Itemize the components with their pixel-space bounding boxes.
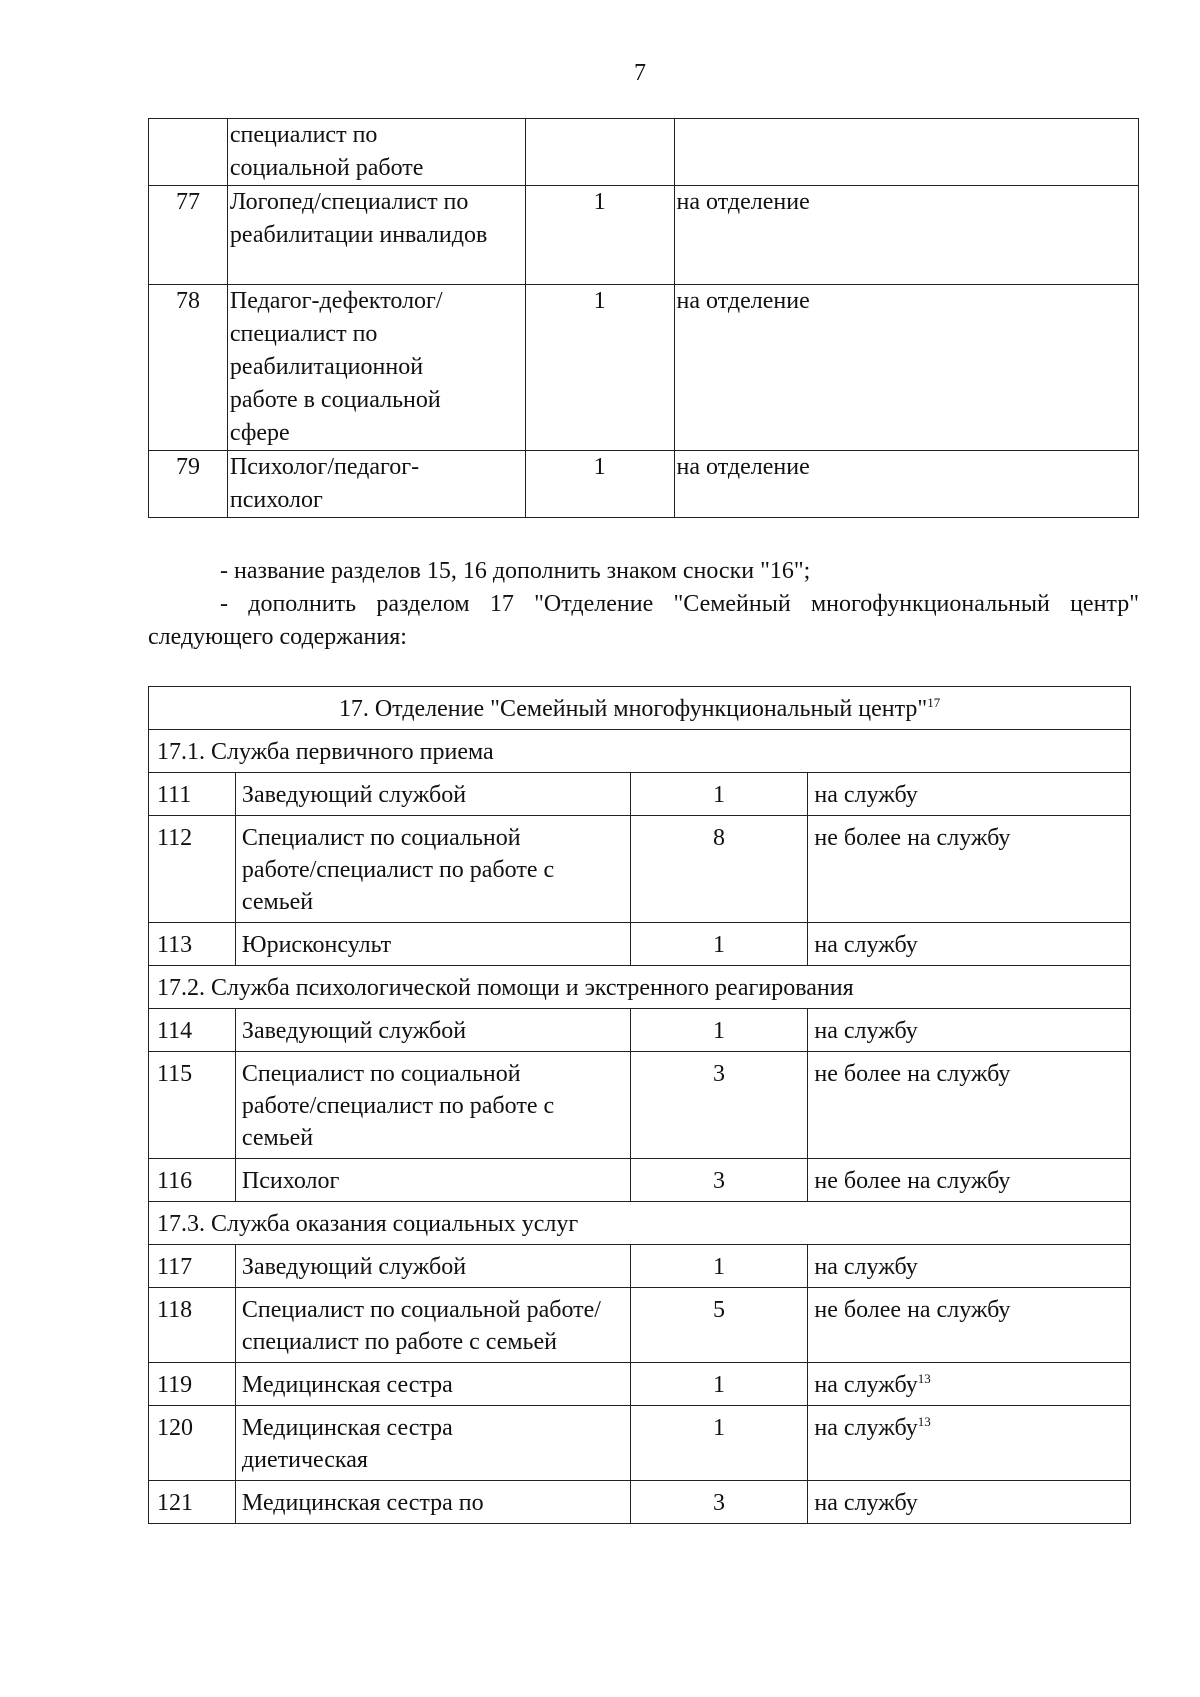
staff-table-continuation: [148, 118, 1139, 518]
row-number: 113: [149, 923, 236, 966]
position-count: 3: [630, 1052, 808, 1159]
section-17-title: [149, 687, 1131, 730]
position-name: Специалист по социальной работе/специалист по работе с семьей: [235, 816, 630, 923]
position-count: 1: [525, 285, 674, 451]
page-number: 7: [634, 60, 646, 86]
position-name: Заведующий службой: [235, 1245, 630, 1288]
subsection-heading: 17.1. Служба первичного приема: [149, 730, 1131, 773]
position-unit: на отделение: [674, 285, 1138, 451]
unit-text: не более на службу: [814, 1297, 1011, 1323]
position-unit: [808, 1406, 1131, 1481]
position-unit: на отделение: [674, 186, 1138, 285]
amendment-paragraph-footnote: - название разделов 15, 16 дополнить знаком сноски "16";: [220, 558, 811, 584]
position-count: 1: [525, 451, 674, 518]
unit-text: на службу: [814, 1018, 918, 1044]
table-row: [149, 923, 1131, 966]
table-row: [149, 1159, 1131, 1202]
position-unit: [808, 1009, 1131, 1052]
unit-text: не более на службу: [814, 1168, 1011, 1194]
table-row: [149, 773, 1131, 816]
position-count: 1: [630, 1009, 808, 1052]
footnote-mark: 13: [917, 1371, 931, 1386]
position-name: Психолог: [235, 1159, 630, 1202]
position-count: 1: [525, 186, 674, 285]
row-number: 78: [149, 285, 228, 451]
position-name: Медицинская сестра диетическая: [235, 1406, 630, 1481]
table-row: [149, 1481, 1131, 1524]
row-number: 116: [149, 1159, 236, 1202]
row-number: 117: [149, 1245, 236, 1288]
position-count: 1: [630, 923, 808, 966]
row-number: 112: [149, 816, 236, 923]
row-number: 79: [149, 451, 228, 518]
table-row: [149, 285, 1139, 451]
position-count: 3: [630, 1481, 808, 1524]
unit-text: на службу: [814, 782, 918, 808]
subsection-row: [149, 1202, 1131, 1245]
position-name: Психолог/педагог-психолог: [227, 451, 525, 518]
position-name: Специалист по социальной работе/специалист по работе с семьей: [235, 1052, 630, 1159]
position-count: 1: [630, 1363, 808, 1406]
row-number: [149, 119, 228, 186]
position-unit: [808, 1052, 1131, 1159]
position-name: Логопед/специалист по реабилитации инвалидов: [227, 186, 525, 285]
position-name: Заведующий службой: [235, 1009, 630, 1052]
position-unit: [808, 1288, 1131, 1363]
position-count: 1: [630, 1245, 808, 1288]
position-unit: [808, 773, 1131, 816]
footnote-mark: 13: [917, 1414, 931, 1429]
position-unit: [808, 1245, 1131, 1288]
position-unit: [674, 119, 1138, 186]
row-number: 77: [149, 186, 228, 285]
position-name: Специалист по социальной работе/специалист по работе с семьей: [235, 1288, 630, 1363]
row-number: 111: [149, 773, 236, 816]
row-number: 120: [149, 1406, 236, 1481]
position-count: 1: [630, 1406, 808, 1481]
position-name: Юрисконсульт: [235, 923, 630, 966]
amendment-paragraph-section: - дополнить разделом 17 "Отделение "Семейный многофункциональный центр" следующего содержания:: [148, 591, 1139, 650]
row-number: 119: [149, 1363, 236, 1406]
table-row: [149, 186, 1139, 285]
unit-text: на службу: [814, 1254, 918, 1280]
section-17-title-text: 17. Отделение "Семейный многофункциональный центр": [338, 696, 928, 722]
position-unit: [808, 1363, 1131, 1406]
position-name: Заведующий службой: [235, 773, 630, 816]
table-row: [149, 816, 1131, 923]
position-count: 1: [630, 773, 808, 816]
row-number: 114: [149, 1009, 236, 1052]
position-name: Медицинская сестра по: [235, 1481, 630, 1524]
table-row: [149, 1363, 1131, 1406]
position-unit: [808, 816, 1131, 923]
title-footnote-mark: 17: [927, 695, 941, 710]
row-number: 118: [149, 1288, 236, 1363]
subsection-heading: 17.2. Служба психологической помощи и экстренного реагирования: [149, 966, 1131, 1009]
unit-text: не более на службу: [814, 1061, 1011, 1087]
row-number: 115: [149, 1052, 236, 1159]
table-row: [149, 1406, 1131, 1481]
table-row: [149, 1288, 1131, 1363]
subsection-row: [149, 730, 1131, 773]
position-count: 5: [630, 1288, 808, 1363]
subsection-heading: 17.3. Служба оказания социальных услуг: [149, 1202, 1131, 1245]
table-row: [149, 1009, 1131, 1052]
unit-text: на службу: [814, 1372, 918, 1398]
table-row: [149, 1052, 1131, 1159]
position-unit: [808, 923, 1131, 966]
position-name: специалист по социальной работе: [227, 119, 525, 186]
table-row: [149, 451, 1139, 518]
position-unit: на отделение: [674, 451, 1138, 518]
unit-text: на службу: [814, 1490, 918, 1516]
position-count: [525, 119, 674, 186]
position-name: Медицинская сестра: [235, 1363, 630, 1406]
table-row: [149, 119, 1139, 186]
position-unit: [808, 1159, 1131, 1202]
row-number: 121: [149, 1481, 236, 1524]
subsection-row: [149, 966, 1131, 1009]
section-17-table: [148, 686, 1131, 1524]
table-title-row: [149, 687, 1131, 730]
position-count: 3: [630, 1159, 808, 1202]
position-name: Педагог-дефектолог/ специалист по реабилитационной работе в социальной сфере: [227, 285, 525, 451]
unit-text: на службу: [814, 1415, 918, 1441]
position-count: 8: [630, 816, 808, 923]
table-row: [149, 1245, 1131, 1288]
unit-text: на службу: [814, 932, 918, 958]
position-unit: [808, 1481, 1131, 1524]
unit-text: не более на службу: [814, 825, 1011, 851]
